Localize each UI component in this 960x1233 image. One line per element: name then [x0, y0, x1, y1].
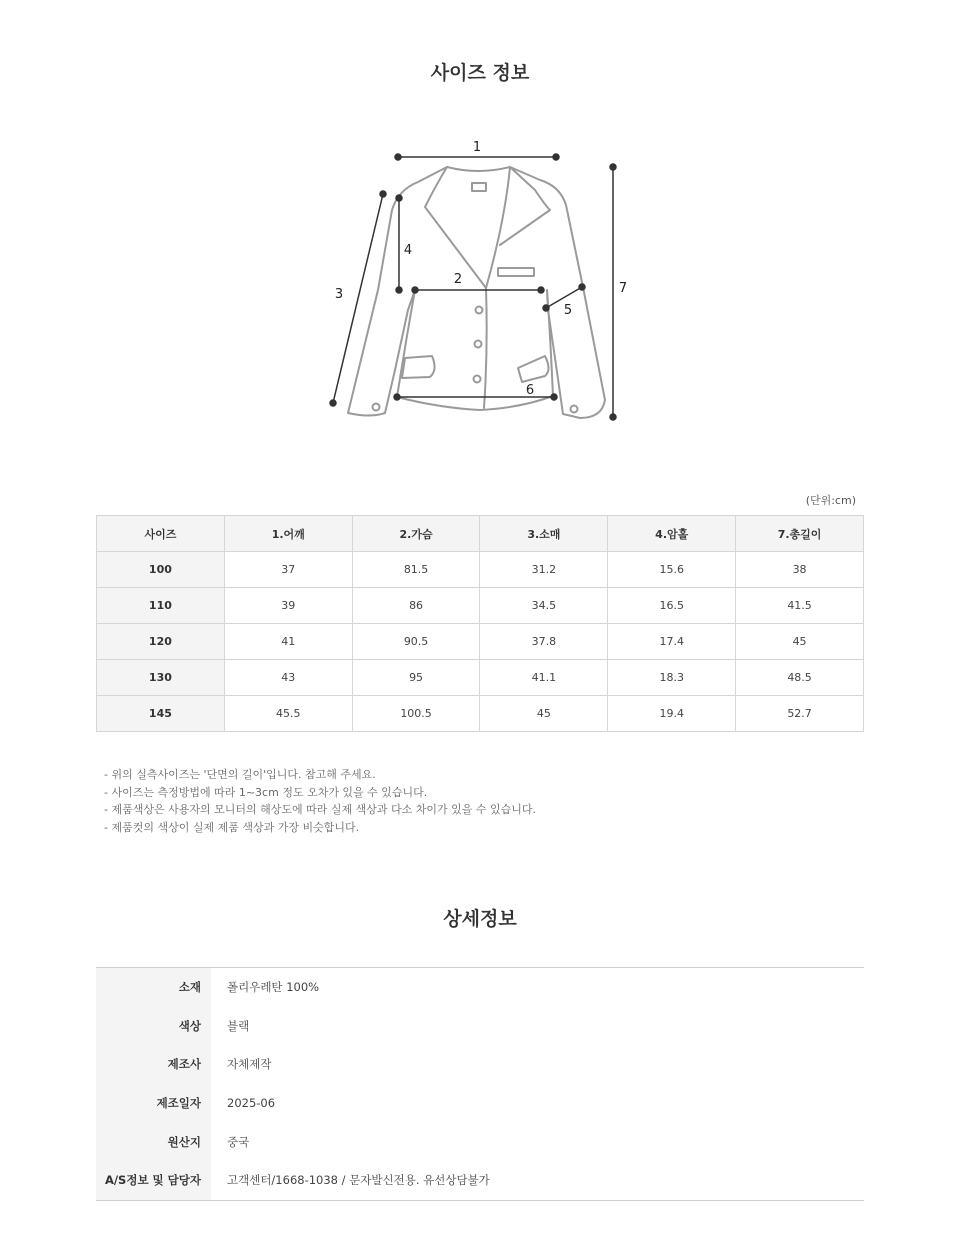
note-item: - 위의 실측사이즈는 '단면의 길이'입니다. 참고해 주세요. [104, 768, 376, 781]
detail-value: 블랙 [227, 1018, 250, 1033]
table-cell: 41 [224, 624, 352, 660]
detail-row [96, 968, 864, 1007]
detail-row [96, 1084, 864, 1123]
table-cell: 90.5 [352, 624, 480, 660]
size-table-header-row [97, 516, 864, 552]
detail-value: 중국 [227, 1134, 250, 1149]
detail-value: 고객센터/1668-1038 / 문자발신전용. 유선상담불가 [227, 1173, 490, 1188]
table-cell: 39 [224, 588, 352, 624]
table-row [97, 552, 864, 588]
size-cell: 110 [97, 588, 225, 624]
jacket-outline [348, 167, 605, 418]
measure-label-7: 7 [618, 281, 628, 296]
table-cell: 86 [352, 588, 480, 624]
detail-value: 폴리우레탄 100% [227, 980, 320, 995]
table-cell: 41.5 [736, 588, 864, 624]
unit-label: (단위:cm) [805, 494, 856, 507]
detail-label: A/S정보 및 담당자 [96, 1161, 211, 1200]
size-cell: 100 [97, 552, 225, 588]
table-cell: 43 [224, 660, 352, 696]
table-cell: 38 [736, 552, 864, 588]
detail-label: 제조일자 [96, 1084, 211, 1123]
note-item: - 사이즈는 측정방법에 따라 1~3cm 정도 오차가 있을 수 있습니다. [104, 785, 428, 799]
table-row [97, 624, 864, 660]
table-cell: 100.5 [352, 696, 480, 732]
detail-label: 소재 [96, 968, 211, 1007]
size-table [96, 515, 864, 732]
size-info-title: 사이즈 정보 [430, 62, 530, 84]
table-cell: 41.1 [480, 660, 608, 696]
size-cell: 130 [97, 660, 225, 696]
jacket-button [475, 341, 482, 348]
size-cell: 120 [97, 624, 225, 660]
table-cell: 31.2 [480, 552, 608, 588]
jacket-right-lapel [486, 167, 550, 288]
jacket-left-lapel [425, 167, 486, 288]
jacket-cuff-button [373, 404, 380, 411]
column-header: 4.암홀 [608, 516, 736, 552]
detail-row [96, 1161, 864, 1200]
table-cell: 15.6 [608, 552, 736, 588]
measure-label-6: 6 [525, 383, 535, 398]
column-header: 7.총길이 [736, 516, 864, 552]
detail-label: 색상 [96, 1007, 211, 1046]
table-cell: 34.5 [480, 588, 608, 624]
detail-row [96, 1122, 864, 1161]
table-row [97, 588, 864, 624]
table-cell: 81.5 [352, 552, 480, 588]
column-header: 1.어깨 [224, 516, 352, 552]
note-item: - 제품색상은 사용자의 모니터의 해상도에 따라 실제 색상과 다소 차이가 있을 수 있습니다. [104, 803, 536, 816]
table-cell: 19.4 [608, 696, 736, 732]
column-header: 사이즈 [97, 516, 225, 552]
jacket-cuff-button [571, 406, 578, 413]
detail-value: 자체제작 [227, 1057, 272, 1072]
table-cell: 45 [736, 624, 864, 660]
jacket-label [472, 183, 486, 191]
size-cell: 145 [97, 696, 225, 732]
table-cell: 48.5 [736, 660, 864, 696]
detail-row [96, 1045, 864, 1084]
detail-info-title: 상세정보 [443, 908, 517, 930]
note-item: - 제품컷의 색상이 실제 제품 색상과 가장 비슷합니다. [104, 820, 360, 834]
table-cell: 45 [480, 696, 608, 732]
column-header: 2.가슴 [352, 516, 480, 552]
measure-label-2: 2 [453, 272, 463, 287]
measure-label-1: 1 [472, 140, 482, 155]
jacket-chest-pocket [498, 268, 534, 276]
table-row [97, 660, 864, 696]
table-cell: 17.4 [608, 624, 736, 660]
measure-label-5: 5 [563, 303, 573, 318]
table-cell: 16.5 [608, 588, 736, 624]
jacket-measurement-diagram [320, 135, 640, 435]
table-cell: 52.7 [736, 696, 864, 732]
table-cell: 37 [224, 552, 352, 588]
table-cell: 37.8 [480, 624, 608, 660]
detail-label: 원산지 [96, 1122, 211, 1161]
measure-label-3: 3 [334, 287, 344, 302]
table-row [97, 696, 864, 732]
jacket-front-opening [484, 288, 487, 408]
jacket-button [474, 376, 481, 383]
table-cell: 95 [352, 660, 480, 696]
jacket-right-pocket [518, 356, 549, 382]
detail-label: 제조사 [96, 1045, 211, 1084]
jacket-left-pocket [402, 356, 435, 378]
table-cell: 45.5 [224, 696, 352, 732]
column-header: 3.소매 [480, 516, 608, 552]
detail-value: 2025-06 [227, 1096, 276, 1111]
detail-row [96, 1007, 864, 1046]
table-cell: 18.3 [608, 660, 736, 696]
size-notes [104, 766, 536, 836]
jacket-button [476, 307, 483, 314]
measure-label-4: 4 [403, 243, 413, 258]
detail-table [96, 967, 864, 1201]
